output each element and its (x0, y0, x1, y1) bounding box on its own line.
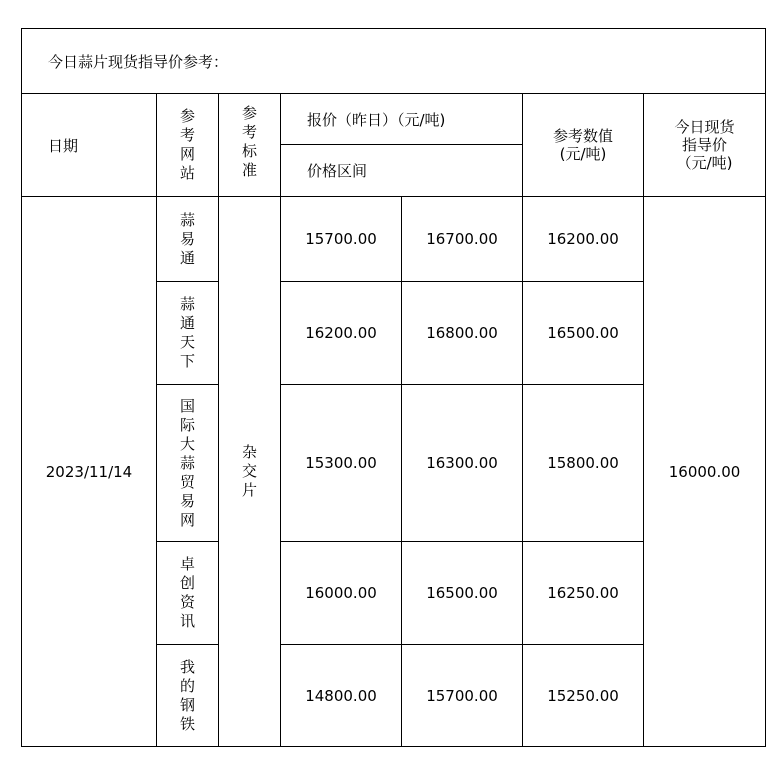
site-cell: 国际大蒜贸易网 (157, 385, 219, 542)
ref-value-cell: 16200.00 (523, 197, 644, 282)
ref-value-cell: 16250.00 (523, 542, 644, 645)
table-title: 今日蒜片现货指导价参考： (22, 29, 766, 94)
date-cell: 2023/11/14 (22, 197, 157, 747)
site-cell: 我的钢铁 (157, 645, 219, 747)
price-low-cell: 16200.00 (281, 282, 402, 385)
price-low-cell: 15700.00 (281, 197, 402, 282)
price-high-cell: 16700.00 (402, 197, 523, 282)
price-low-cell: 15300.00 (281, 385, 402, 542)
site-cell: 蒜易通 (157, 197, 219, 282)
header-price-yesterday: 报价（昨日）（元/吨) (281, 94, 523, 145)
today-price-cell: 16000.00 (644, 197, 766, 747)
price-high-cell: 16800.00 (402, 282, 523, 385)
header-date: 日期 (22, 94, 157, 197)
ref-value-cell: 15800.00 (523, 385, 644, 542)
price-low-cell: 16000.00 (281, 542, 402, 645)
site-cell: 蒜通天下 (157, 282, 219, 385)
site-cell: 卓创资讯 (157, 542, 219, 645)
table-row (22, 197, 766, 282)
standard-cell: 杂交片 (219, 197, 281, 747)
price-high-cell: 16500.00 (402, 542, 523, 645)
header-standard: 参考标准 (219, 94, 281, 197)
header-today-price: 今日现货 指导价 （元/吨) (644, 94, 766, 197)
price-high-cell: 16300.00 (402, 385, 523, 542)
price-high-cell: 15700.00 (402, 645, 523, 747)
ref-value-cell: 16500.00 (523, 282, 644, 385)
price-table (21, 28, 766, 747)
price-low-cell: 14800.00 (281, 645, 402, 747)
header-ref-value: 参考数值 (元/吨) (523, 94, 644, 197)
ref-value-cell: 15250.00 (523, 645, 644, 747)
header-site: 参考网站 (157, 94, 219, 197)
header-price-range: 价格区间 (281, 145, 523, 197)
